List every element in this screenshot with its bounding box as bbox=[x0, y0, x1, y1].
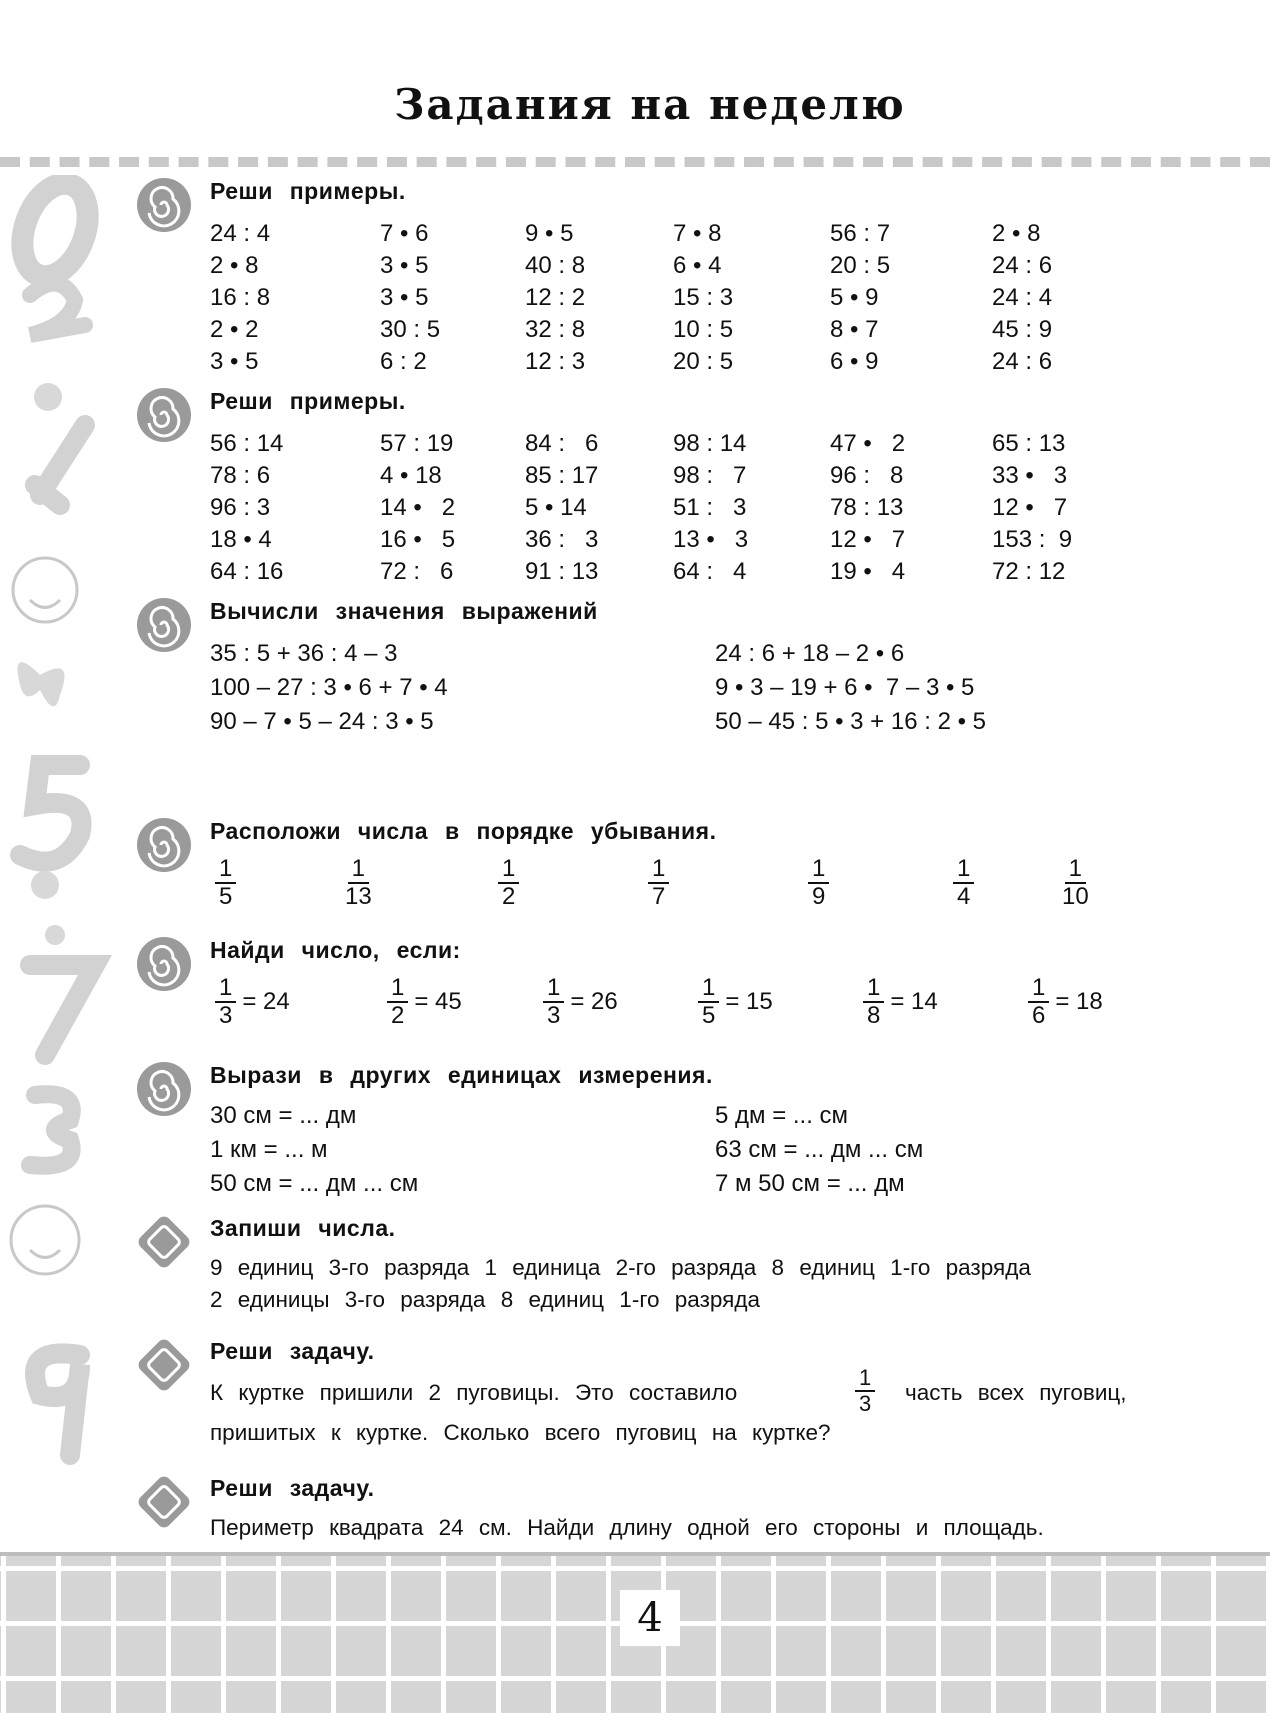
butterfly-icon bbox=[18, 662, 65, 706]
girl-face-icon bbox=[11, 1206, 79, 1274]
example-cell: 30 : 5 bbox=[380, 316, 441, 343]
example-cell: 24 : 4 bbox=[992, 284, 1053, 311]
example-cell: 12 : 3 bbox=[525, 348, 586, 375]
fraction: $\frac{1}{9}$ bbox=[808, 856, 829, 910]
fraction: $\frac{1}{3}$ bbox=[855, 1366, 875, 1416]
girl-face-icon bbox=[13, 558, 77, 622]
example-cell: 56 : 7 bbox=[830, 220, 891, 247]
example-cell: 13 • 3 bbox=[673, 526, 749, 553]
fraction: $\frac{1}{4}$ bbox=[953, 856, 974, 910]
example-cell: 78 : 13 bbox=[830, 494, 904, 521]
example-cell: 72 : 6 bbox=[380, 558, 454, 585]
find-number-item: $\frac{1}{3}$ = 26 bbox=[543, 975, 618, 1029]
example-cell: 19 • 4 bbox=[830, 558, 906, 585]
example-cell: 33 • 3 bbox=[992, 462, 1068, 489]
fraction: $\frac{1}{5}$ bbox=[215, 856, 236, 910]
expression: 90 – 7 • 5 – 24 : 3 • 5 bbox=[210, 708, 434, 735]
example-cell: 14 • 2 bbox=[380, 494, 456, 521]
example-cell: 57 : 19 bbox=[380, 430, 454, 457]
example-cell: 64 : 4 bbox=[673, 558, 747, 585]
digit-one-decoration bbox=[35, 425, 85, 505]
example-cell: 56 : 14 bbox=[210, 430, 284, 457]
section-heading: Запиши числа. bbox=[210, 1215, 396, 1241]
digit-nine-decoration bbox=[35, 1353, 80, 1455]
expression: 24 : 6 + 18 – 2 • 6 bbox=[715, 640, 905, 667]
page-number: 4 bbox=[620, 1590, 680, 1646]
example-cell: 12 • 7 bbox=[830, 526, 906, 553]
section-heading: Реши примеры. bbox=[210, 178, 406, 204]
example-cell: 24 : 4 bbox=[210, 220, 271, 247]
task-text: пришитых к куртке. Сколько всего пуговиц на куртке? bbox=[210, 1420, 831, 1445]
example-cell: 20 : 5 bbox=[673, 348, 734, 375]
task-text: 9 единиц 3-го разряда 1 единица 2-го разряда 8 единиц 1-го разряда bbox=[210, 1255, 1031, 1280]
example-cell: 45 : 9 bbox=[992, 316, 1053, 343]
example-cell: 7 • 6 bbox=[380, 220, 429, 247]
section-heading: Реши задачу. bbox=[210, 1338, 375, 1364]
spiral-icon bbox=[135, 176, 193, 234]
digit-two-decoration bbox=[30, 284, 85, 335]
example-cell: 153 : 9 bbox=[992, 526, 1073, 553]
find-number-item: $\frac{1}{5}$ = 15 bbox=[698, 975, 773, 1029]
find-number-item: $\frac{1}{3}$ = 24 bbox=[215, 975, 290, 1029]
example-cell: 16 • 5 bbox=[380, 526, 456, 553]
example-cell: 3 • 5 bbox=[210, 348, 259, 375]
example-cell: 3 • 5 bbox=[380, 252, 429, 279]
flower-icon bbox=[45, 925, 65, 945]
conversion: 7 м 50 см = ... дм bbox=[715, 1170, 905, 1197]
expression: 35 : 5 + 36 : 4 – 3 bbox=[210, 640, 398, 667]
example-cell: 32 : 8 bbox=[525, 316, 586, 343]
fraction: $\frac{1}{2}$ bbox=[498, 856, 519, 910]
example-cell: 8 • 7 bbox=[830, 316, 879, 343]
find-number-item: $\frac{1}{2}$ = 45 bbox=[387, 975, 462, 1029]
example-cell: 3 • 5 bbox=[380, 284, 429, 311]
example-cell: 47 • 2 bbox=[830, 430, 906, 457]
example-cell: 6 • 4 bbox=[673, 252, 722, 279]
example-cell: 16 : 8 bbox=[210, 284, 271, 311]
section-heading: Реши примеры. bbox=[210, 388, 406, 414]
conversion: 50 см = ... дм ... см bbox=[210, 1170, 419, 1197]
page-title: Задания на неделю bbox=[394, 80, 906, 129]
example-cell: 64 : 16 bbox=[210, 558, 284, 585]
conversion: 30 см = ... дм bbox=[210, 1102, 357, 1129]
example-cell: 4 • 18 bbox=[380, 462, 442, 489]
example-cell: 10 : 5 bbox=[673, 316, 734, 343]
section-heading: Расположи числа в порядке убывания. bbox=[210, 818, 717, 844]
digit-zero-decoration bbox=[10, 175, 99, 285]
example-cell: 20 : 5 bbox=[830, 252, 891, 279]
digit-seven-decoration bbox=[30, 965, 95, 1055]
example-cell: 2 • 2 bbox=[210, 316, 259, 343]
example-cell: 36 : 3 bbox=[525, 526, 599, 553]
example-cell: 78 : 6 bbox=[210, 462, 271, 489]
example-cell: 7 • 8 bbox=[673, 220, 722, 247]
task-text: часть всех пуговиц, bbox=[905, 1380, 1127, 1405]
example-cell: 72 : 12 bbox=[992, 558, 1066, 585]
example-cell: 24 : 6 bbox=[992, 348, 1053, 375]
example-cell: 12 • 7 bbox=[992, 494, 1068, 521]
flower-icon bbox=[31, 871, 59, 899]
diamond-icon bbox=[135, 1213, 193, 1271]
example-cell: 65 : 13 bbox=[992, 430, 1066, 457]
expression: 100 – 27 : 3 • 6 + 7 • 4 bbox=[210, 674, 448, 701]
spiral-icon bbox=[135, 816, 193, 874]
example-cell: 91 : 13 bbox=[525, 558, 599, 585]
example-cell: 96 : 8 bbox=[830, 462, 904, 489]
spiral-icon bbox=[135, 596, 193, 654]
example-cell: 84 : 6 bbox=[525, 430, 599, 457]
example-cell: 85 : 17 bbox=[525, 462, 599, 489]
example-cell: 96 : 3 bbox=[210, 494, 271, 521]
example-cell: 12 : 2 bbox=[525, 284, 586, 311]
find-number-item: $\frac{1}{8}$ = 14 bbox=[863, 975, 938, 1029]
flower-icon bbox=[34, 383, 62, 411]
section-heading: Реши задачу. bbox=[210, 1475, 375, 1501]
spiral-icon bbox=[135, 386, 193, 444]
task-text: Периметр квадрата 24 см. Найди длину одной его стороны и площадь. bbox=[210, 1515, 1044, 1540]
fraction: $\frac{1}{7}$ bbox=[648, 856, 669, 910]
example-cell: 5 • 14 bbox=[525, 494, 587, 521]
example-cell: 98 : 7 bbox=[673, 462, 747, 489]
section-heading: Вырази в других единицах измерения. bbox=[210, 1062, 713, 1088]
digit-five-decoration bbox=[20, 765, 82, 862]
decorative-numbers bbox=[0, 175, 130, 1565]
example-cell: 15 : 3 bbox=[673, 284, 734, 311]
digit-three-decoration bbox=[30, 1094, 72, 1165]
spiral-icon bbox=[135, 935, 193, 993]
example-cell: 9 • 5 bbox=[525, 220, 574, 247]
spiral-icon bbox=[135, 1060, 193, 1118]
conversion: 1 км = ... м bbox=[210, 1136, 328, 1163]
find-number-item: $\frac{1}{6}$ = 18 bbox=[1028, 975, 1103, 1029]
example-cell: 24 : 6 bbox=[992, 252, 1053, 279]
example-cell: 2 • 8 bbox=[992, 220, 1041, 247]
fraction: $\frac{1}{10}$ bbox=[1062, 855, 1089, 910]
example-cell: 5 • 9 bbox=[830, 284, 879, 311]
example-cell: 18 • 4 bbox=[210, 526, 272, 553]
section-heading: Вычисли значения выражений bbox=[210, 598, 598, 624]
example-cell: 6 • 9 bbox=[830, 348, 879, 375]
diamond-icon bbox=[135, 1336, 193, 1394]
fraction: $\frac{1}{13}$ bbox=[345, 855, 372, 910]
task-text: 2 единицы 3-го разряда 8 единиц 1-го разряда bbox=[210, 1287, 760, 1312]
task-text: К куртке пришили 2 пуговицы. Это составило bbox=[210, 1380, 738, 1405]
example-cell: 51 : 3 bbox=[673, 494, 747, 521]
section-heading: Найди число, если: bbox=[210, 937, 461, 963]
conversion: 5 дм = ... см bbox=[715, 1102, 849, 1129]
example-cell: 6 : 2 bbox=[380, 348, 427, 375]
dashed-divider bbox=[0, 157, 1270, 167]
expression: 9 • 3 – 19 + 6 • 7 – 3 • 5 bbox=[715, 674, 975, 701]
diamond-icon bbox=[135, 1473, 193, 1531]
example-cell: 40 : 8 bbox=[525, 252, 586, 279]
expression: 50 – 45 : 5 • 3 + 16 : 2 • 5 bbox=[715, 708, 986, 735]
example-cell: 2 • 8 bbox=[210, 252, 259, 279]
conversion: 63 см = ... дм ... см bbox=[715, 1136, 924, 1163]
example-cell: 98 : 14 bbox=[673, 430, 747, 457]
